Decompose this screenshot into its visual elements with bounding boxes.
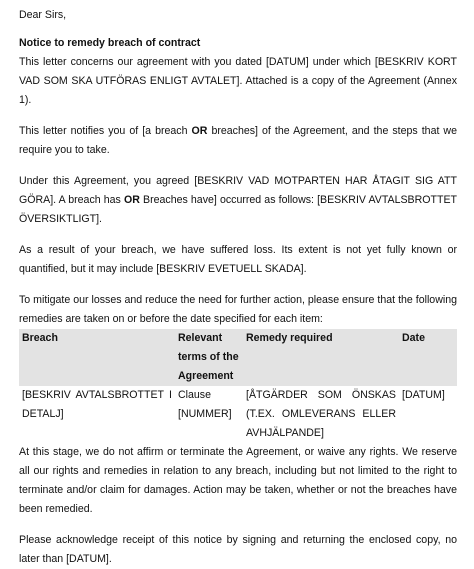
column-header-remedy: Remedy required: [246, 332, 333, 344]
bold-or: OR: [124, 194, 140, 206]
column-header-breach: Breach: [22, 332, 58, 344]
cell-breach: [BESKRIV AVTALSBROTTET I DETALJ]: [22, 389, 172, 420]
cell-relevant-terms: Clause [NUMMER]: [178, 389, 232, 420]
text-run: This letter notifies you of [a breach: [19, 125, 192, 137]
paragraph-mitigation: To mitigate our losses and reduce the need for further action, please ensure that the following remedies are taken on or before the date specified for each item:: [19, 294, 457, 325]
text-run: breaches] of the Agreement, and the steps that we require you to take.: [19, 125, 457, 156]
bold-or: OR: [191, 125, 208, 137]
column-header-date: Date: [402, 332, 425, 344]
paragraph-acknowledge-receipt: Please acknowledge receipt of this notice by signing and returning the enclosed copy, no later than [DATUM].: [19, 534, 457, 565]
remedies-table: [19, 329, 457, 443]
paragraph-loss: As a result of your breach, we have suffered loss. Its extent is not yet fully known or quantified, but it may include [BESKRIV EVETUELL SKADA].: [19, 244, 457, 275]
letter-heading: Notice to remedy breach of contract: [19, 37, 201, 49]
paragraph-rights-reserved: At this stage, we do not affirm or terminate the Agreement, or waive any rights. We reserve all our rights and remedies in relation to any breach, including but not limited to the right to terminate and/or claim for damages. Action may be taken, whether or not the breaches have been remedied.: [19, 446, 457, 515]
remedies-table-body: [19, 386, 457, 443]
text-run: Breaches have] occurred as follows: [BESKRIV AVTALSBROTTET ÖVERSIKTLIGT].: [19, 194, 457, 225]
cell-date: [DATUM]: [402, 389, 445, 401]
table-row: [19, 386, 457, 443]
table-header-row: [19, 329, 457, 386]
cell-remedy: [ÅTGÄRDER SOM ÖNSKAS (T.EX. OMLEVERANS ELLER AVHJÄLPANDE]: [246, 389, 396, 439]
paragraph-agreement-reference: This letter concerns our agreement with you dated [DATUM] under which [BESKRIV KORT VAD SOM SKA UTFÖRAS ENLIGT AVTALET]. Attached is a copy of the Agreement (Annex 1).: [19, 56, 457, 106]
text-run: Under this Agreement, you agreed [BESKRIV VAD MOTPARTEN HAR ÅTAGIT SIG ATT GÖRA]. A breach has: [19, 175, 457, 206]
column-header-relevant-terms: Relevant terms of the Agreement: [178, 332, 239, 382]
paragraph-breach-notice: [19, 122, 457, 160]
remedies-table-header: [19, 329, 457, 386]
paragraph-obligations: [19, 172, 457, 229]
greeting: Dear Sirs,: [19, 9, 67, 21]
